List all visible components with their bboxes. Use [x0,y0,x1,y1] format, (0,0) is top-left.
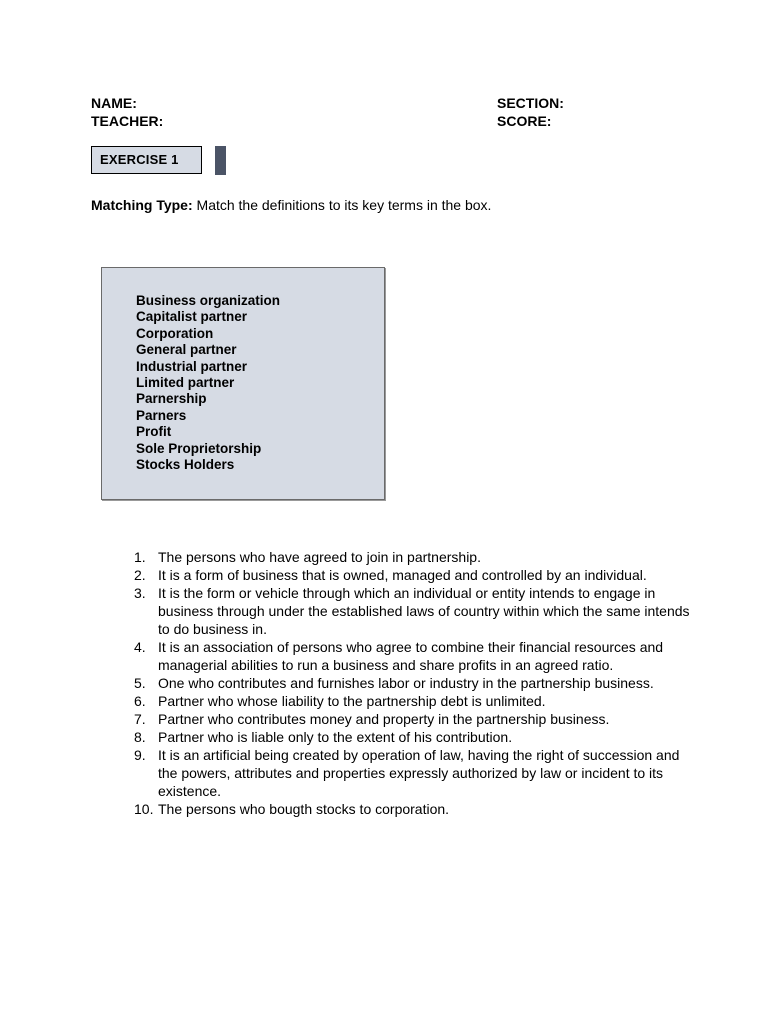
definition-text: It is an association of persons who agree to combine their financial resources and managerial abilities to run a business and share profits in an agreed ratio. [158,639,664,673]
definition-text: Partner who contributes money and property in the partnership business. [158,711,610,727]
instruction-line [91,196,491,214]
name-label: NAME: [91,95,137,111]
definition-number: 10. [134,801,154,817]
definition-text: Partner who is liable only to the extent of his contribution. [158,729,513,745]
definition-number: 4. [134,639,146,655]
definition-number: 8. [134,729,146,745]
definition-item [134,692,694,710]
definition-number: 6. [134,693,146,709]
instruction-text: Match the definitions to its key terms in the box. [192,197,492,213]
definition-text: The persons who have agreed to join in partnership. [158,549,481,565]
key-term: Corporation [136,325,214,341]
definition-text: It is the form or vehicle through which an individual or entity intends to engage in business through under the established laws of country within which the same intends to do business in. [158,585,690,637]
definition-number: 7. [134,711,146,727]
definition-item [134,728,694,746]
section-label: SECTION: [497,95,564,111]
key-term: Capitalist partner [136,309,248,325]
definition-number: 3. [134,585,146,601]
definition-item [134,566,694,584]
definition-item [134,584,694,638]
definition-text: Partner who whose liability to the partnership debt is unlimited. [158,693,546,709]
definition-item [134,638,694,674]
definition-item [134,548,694,566]
definition-number: 5. [134,675,146,691]
key-term: Sole Proprietorship [136,440,262,456]
definition-item [134,710,694,728]
key-term: Profit [136,424,172,440]
definition-number: 9. [134,747,146,763]
definition-text: It is a form of business that is owned, managed and controlled by an individual. [158,567,647,583]
key-term: Parnership [136,391,207,407]
exercise-title: EXERCISE 1 [91,146,202,174]
definition-item [134,746,694,800]
definitions-list [134,548,694,818]
definition-item [134,800,694,818]
score-info-block [497,94,564,130]
definition-number: 1. [134,549,146,565]
definition-text: It is an artificial being created by operation of law, having the right of succession and the powers, attributes and properties expressly authorized by law or incident to its existence. [158,747,680,799]
exercise-accent-bar [215,146,226,175]
key-term: Parners [136,407,187,423]
key-term: Limited partner [136,375,235,391]
key-term: General partner [136,342,237,358]
key-terms-list [136,293,280,473]
definition-text: One who contributes and furnishes labor or industry in the partnership business. [158,675,654,691]
score-label: SCORE: [497,113,552,129]
key-term: Stocks Holders [136,457,235,473]
student-info-block [91,94,163,130]
definition-text: The persons who bougth stocks to corporation. [158,801,450,817]
teacher-label: TEACHER: [91,113,164,129]
key-terms-box [101,267,385,500]
instruction-lead: Matching Type: [91,197,193,213]
definition-item [134,674,694,692]
key-term: Business organization [136,293,281,308]
definition-number: 2. [134,567,146,583]
key-term: Industrial partner [136,358,248,374]
